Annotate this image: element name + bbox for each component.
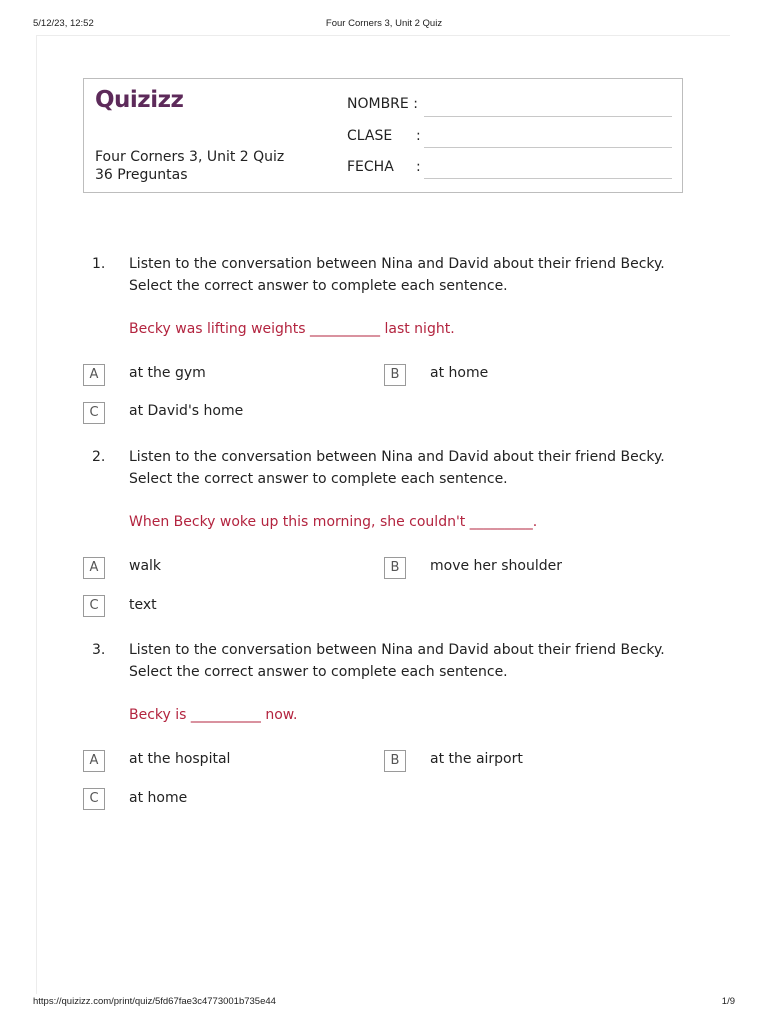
question-count: 36 Preguntas — [95, 167, 188, 183]
option-b-text[interactable]: at home — [430, 365, 489, 381]
class-field-line[interactable] — [424, 147, 672, 148]
question-text-line2: Select the correct answer to complete each sentence. — [129, 278, 508, 294]
option-b-box[interactable]: B — [384, 557, 406, 579]
option-b-text[interactable]: at the airport — [430, 751, 523, 767]
question-text-line1: Listen to the conversation between Nina and David about their friend Becky. — [129, 642, 665, 658]
footer-url[interactable]: https://quizizz.com/print/quiz/5fd67fae3c4773001b735e44 — [33, 996, 276, 1007]
question-text-line1: Listen to the conversation between Nina and David about their friend Becky. — [129, 449, 665, 465]
question-text-line1: Listen to the conversation between Nina and David about their friend Becky. — [129, 256, 665, 272]
option-a-text[interactable]: at the gym — [129, 365, 206, 381]
quiz-header-box — [83, 78, 683, 193]
quizizz-logo: Quizizz — [95, 87, 184, 113]
option-a-text[interactable]: walk — [129, 558, 162, 574]
option-c-text[interactable]: at David's home — [129, 403, 244, 419]
print-title: Four Corners 3, Unit 2 Quiz — [325, 18, 443, 29]
date-field-label: FECHA — [347, 159, 394, 175]
option-b-box[interactable]: B — [384, 750, 406, 772]
option-c-box[interactable]: C — [83, 788, 105, 810]
page-border-top — [36, 35, 730, 36]
print-datetime: 5/12/23, 12:52 — [33, 18, 94, 29]
option-a-box[interactable]: A — [83, 364, 105, 386]
question-number: 3. — [92, 642, 106, 658]
name-field-line[interactable] — [424, 116, 672, 117]
option-b-box[interactable]: B — [384, 364, 406, 386]
quiz-title: Four Corners 3, Unit 2 Quiz — [95, 149, 285, 165]
option-c-box[interactable]: C — [83, 595, 105, 617]
date-field-colon: : — [416, 159, 421, 175]
option-c-text[interactable]: at home — [129, 790, 188, 806]
option-c-box[interactable]: C — [83, 402, 105, 424]
question-number: 2. — [92, 449, 106, 465]
name-field-label: NOMBRE : — [347, 96, 418, 112]
print-header — [0, 0, 768, 34]
option-a-box[interactable]: A — [83, 557, 105, 579]
question-prompt: Becky was lifting weights __________ last night. — [129, 321, 455, 337]
question-text-line2: Select the correct answer to complete each sentence. — [129, 664, 508, 680]
question-prompt: When Becky woke up this morning, she couldn't _________. — [129, 514, 538, 530]
option-a-box[interactable]: A — [83, 750, 105, 772]
class-field-label: CLASE — [347, 128, 393, 144]
page-counter: 1/9 — [721, 996, 735, 1007]
question-text-line2: Select the correct answer to complete each sentence. — [129, 471, 508, 487]
date-field-line[interactable] — [424, 178, 672, 179]
option-c-text[interactable]: text — [129, 597, 157, 613]
print-footer — [0, 996, 768, 1010]
question-number: 1. — [92, 256, 106, 272]
page-border-left — [36, 36, 37, 994]
option-b-text[interactable]: move her shoulder — [430, 558, 562, 574]
question-prompt: Becky is __________ now. — [129, 707, 298, 723]
class-field-colon: : — [416, 128, 421, 144]
option-a-text[interactable]: at the hospital — [129, 751, 231, 767]
